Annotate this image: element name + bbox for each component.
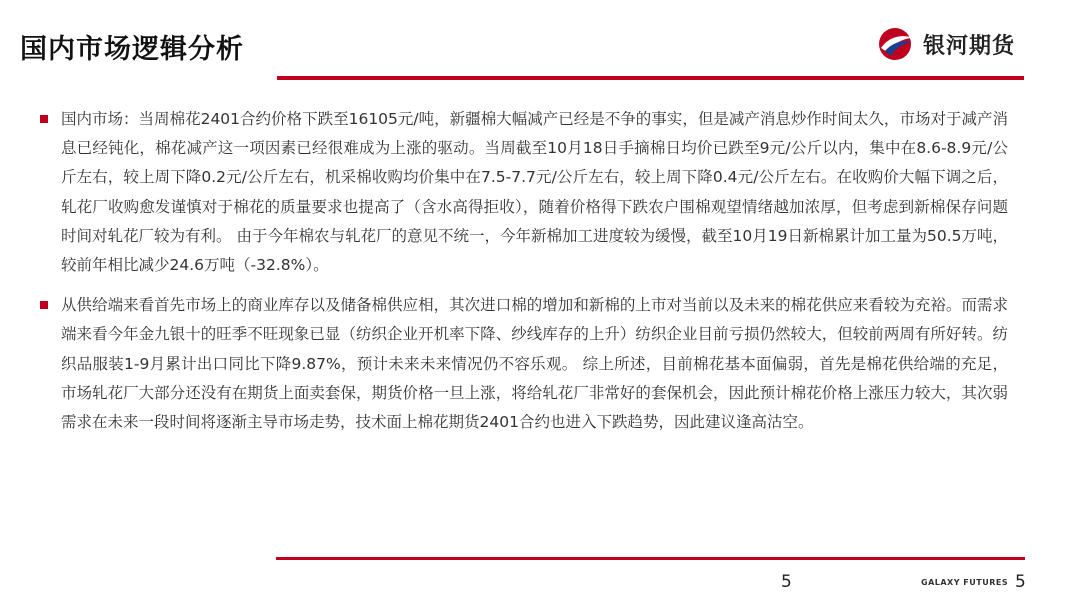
paragraph-text: 从供给端来看首先市场上的商业库存以及储备棉供应相，其次进口棉的增加和新棉的上市对当前以及未来的棉花供应来看较为充裕。而需求端来看今年金九银十的旺季不旺现象已显（纺织企业开机率下降、纱线库存的上升）纺织企业目前亏损仍然较大，但较前两周有所好转。纺织品服装1-9月累计出口同比下降9.87%，预计未来未来情况仍不容乐观。 综上所述，目前棉花基本面偏弱，首先是棉花供给端的充足，市场轧花厂大部分还没有在期货上面卖套保，期货价格一旦上涨，将给轧花厂非常好的套保机会，因此预计棉花价格上涨压力较大，其次弱需求在未来一段时间将逐渐主导市场走势，技术面上棉花期货2401合约也进入下跌趋势，因此建议逢高沽空。 <box>61 296 1008 432</box>
bullet-paragraph-domestic-market <box>40 105 1008 280</box>
bullet-paragraph-supply-demand <box>40 291 1008 437</box>
square-bullet-icon <box>40 115 48 123</box>
brand-logo <box>873 26 1015 62</box>
galaxy-futures-logo-icon <box>873 26 917 62</box>
page-title: 国内市场逻辑分析 <box>20 34 244 65</box>
content-body <box>40 105 1008 437</box>
page-number: 5 <box>781 572 792 592</box>
footer-brand: GALAXY FUTURES <box>921 578 1009 587</box>
square-bullet-icon <box>40 301 48 309</box>
header-divider <box>277 76 1024 80</box>
logo-text: 银河期货 <box>923 33 1016 59</box>
footer-divider <box>276 557 1025 560</box>
footer-page-number: 5 <box>1015 572 1026 592</box>
paragraph-text: 国内市场：当周棉花2401合约价格下跌至16105元/吨，新疆棉大幅减产已经是不争的事实，但是减产消息炒作时间太久，市场对于减产消息已经钝化，棉花减产这一项因素已经很难成为上涨的驱动。当周截至10月18日手摘棉日均价已跌至9元/公斤以内，集中在8.6-8.9元/公斤左右，较上周下降0.2元/公斤左右，机采棉收购均价集中在7.5-7.7元/公斤左右，较上周下降0.4元/公斤左右。在收购价大幅下调之后，轧花厂收购愈发谨慎对于棉花的质量要求也提高了（含水高得拒收），随着价格得下跌农户围棉观望情绪越加浓厚，但考虑到新棉保存问题时间对轧花厂较为有利。 由于今年棉农与轧花厂的意见不统一，今年新棉加工进度较为缓慢，截至10月19日新棉累计加工量为50.5万吨，较前年相比减少24.6万吨（-32.8%）。 <box>61 110 1008 275</box>
